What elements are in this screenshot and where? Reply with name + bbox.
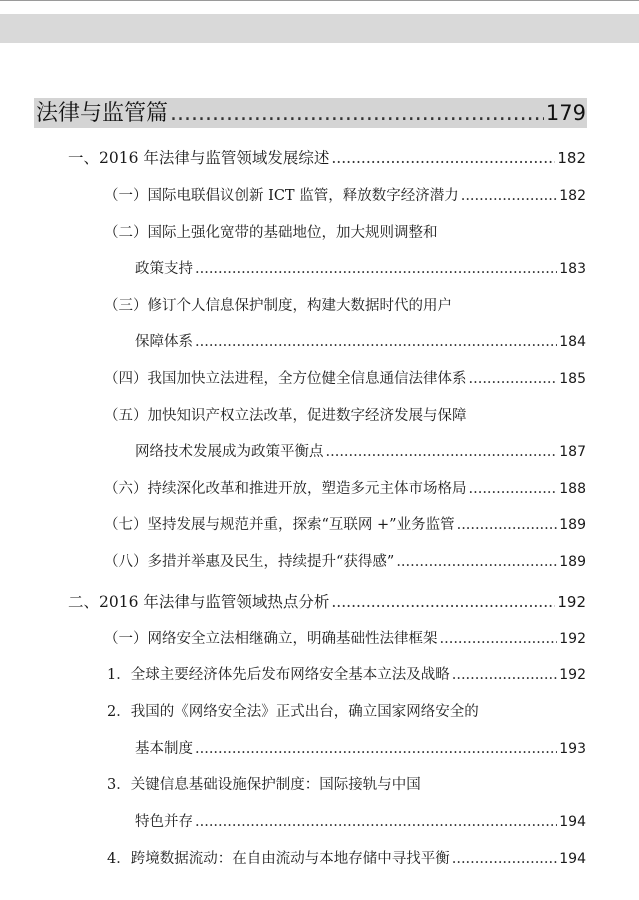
toc-entry-text: （六）持续深化改革和推进开放，塑造多元主体市场格局 <box>104 481 467 497</box>
toc-entry-text: 一、2016 年法律与监管领域发展综述 <box>68 149 330 167</box>
dot-leader <box>396 550 557 574</box>
toc-entry-first-line: 2．我国的《网络安全法》正式出台，确立国家网络安全的 <box>107 704 479 720</box>
toc-entry-first-line: 3．关键信息基础设施保护制度：国际接轨与中国 <box>107 777 421 793</box>
toc-entry <box>135 737 586 761</box>
toc-entry-page: 192 <box>559 631 586 647</box>
toc-entry <box>107 847 586 871</box>
dot-leader <box>195 810 557 834</box>
dot-leader <box>440 627 558 651</box>
toc-entry-text: （四）我国加快立法进程，全方位健全信息通信法律体系 <box>104 371 467 387</box>
dot-leader <box>469 477 558 501</box>
toc-entry <box>104 367 586 391</box>
toc-entry-page: 188 <box>559 481 586 497</box>
dot-leader <box>170 99 544 128</box>
toc-entry-page: 187 <box>559 444 586 460</box>
dot-leader <box>452 663 558 687</box>
toc-entry-first-line: （五）加快知识产权立法改革，促进数字经济发展与保障 <box>104 408 467 424</box>
toc-entry-text: （一）网络安全立法相继确立，明确基础性法律框架 <box>104 631 438 647</box>
toc-entry-text: 保障体系 <box>135 334 193 350</box>
toc-entry <box>68 146 586 170</box>
toc-entry-first-line: （三）修订个人信息保护制度，构建大数据时代的用户 <box>104 298 452 314</box>
toc-entry <box>135 330 586 354</box>
toc-entry <box>135 440 586 464</box>
dot-leader <box>195 330 557 354</box>
toc-entry-page: 182 <box>559 188 586 204</box>
toc-entry-page: 185 <box>559 371 586 387</box>
toc-entry-page: 189 <box>559 554 586 570</box>
header-band <box>0 14 639 43</box>
toc-entry-page: 183 <box>559 261 586 277</box>
toc-entry-page: 193 <box>559 741 586 757</box>
section-title: 法律与监管篇 <box>36 101 169 126</box>
toc-entry-first-line: （二）国际上强化宽带的基础地位，加大规则调整和 <box>104 225 438 241</box>
dot-leader <box>326 440 558 464</box>
toc-entry <box>68 590 586 614</box>
dot-leader <box>195 257 557 281</box>
toc-entry <box>104 477 586 501</box>
toc-entry-text: 政策支持 <box>135 261 193 277</box>
toc-entry-page: 184 <box>559 334 586 350</box>
toc-entry-text: （八）多措并举惠及民生，持续提升“获得感” <box>104 554 395 570</box>
dot-leader <box>331 146 555 170</box>
toc-entry <box>135 810 586 834</box>
toc-entry-text: （七）坚持发展与规范并重，探索“互联网 +”业务监管 <box>104 517 455 533</box>
toc-entry-page: 194 <box>559 814 586 830</box>
dot-leader <box>461 184 558 208</box>
toc-entry-page: 192 <box>559 667 586 683</box>
toc-entry-page: 194 <box>559 851 586 867</box>
toc-entry-page: 182 <box>557 149 586 167</box>
dot-leader <box>452 847 558 871</box>
toc-entry <box>135 257 586 281</box>
toc-entry-page: 189 <box>559 517 586 533</box>
toc-entry-text: 特色并存 <box>135 814 193 830</box>
top-rule <box>0 0 639 1</box>
toc-section-heading <box>36 98 586 128</box>
toc-entry-text: 基本制度 <box>135 741 193 757</box>
dot-leader <box>469 367 558 391</box>
toc-entry <box>104 513 586 537</box>
toc-entry-text: 1．全球主要经济体先后发布网络安全基本立法及战略 <box>107 667 450 683</box>
dot-leader <box>457 513 558 537</box>
toc-entry-page: 192 <box>557 593 586 611</box>
toc-entry <box>104 184 586 208</box>
dot-leader <box>195 737 557 761</box>
toc-entry <box>104 627 586 651</box>
toc-entry-text: 二、2016 年法律与监管领域热点分析 <box>68 593 330 611</box>
section-page: 179 <box>545 101 586 125</box>
toc-entry-text: 网络技术发展成为政策平衡点 <box>135 444 324 460</box>
toc-entry <box>107 663 586 687</box>
toc-entry <box>104 550 586 574</box>
toc-entry-text: 4．跨境数据流动：在自由流动与本地存储中寻找平衡 <box>107 851 450 867</box>
dot-leader <box>331 590 555 614</box>
toc-entry-text: （一）国际电联倡议创新 ICT 监管，释放数字经济潜力 <box>104 188 459 204</box>
